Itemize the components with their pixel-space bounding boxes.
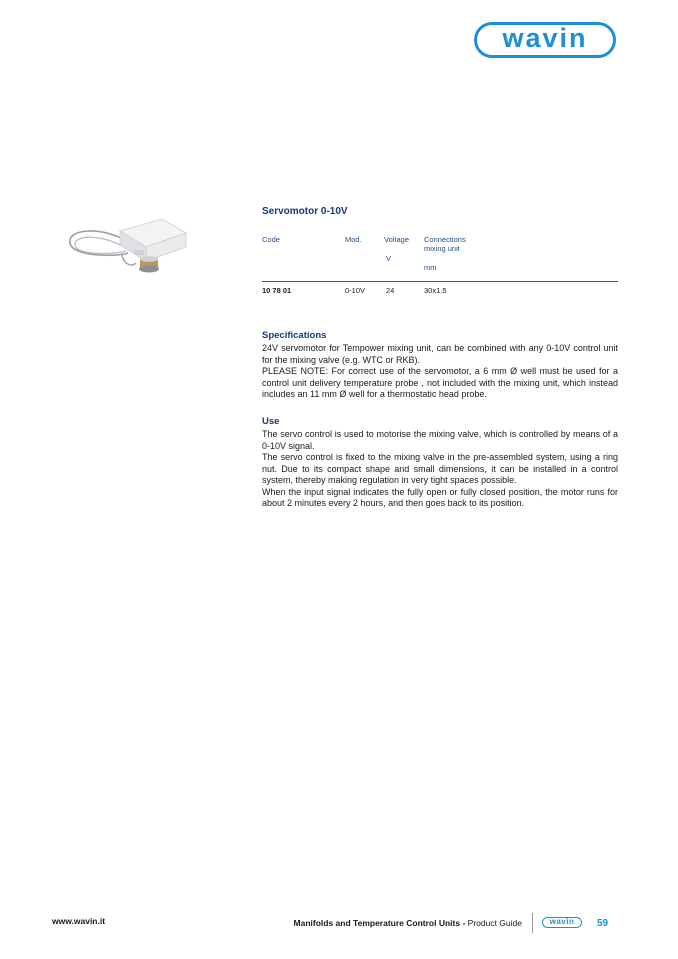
cell-code: 10 78 01 <box>262 286 292 295</box>
footer-guide-bold: Manifolds and Temperature Control Units - <box>293 918 466 928</box>
footer-wavin-logo <box>542 917 582 928</box>
header-mod: Mod. <box>345 235 362 244</box>
header-connections: Connections <box>424 235 466 244</box>
servomotor-image <box>62 205 192 285</box>
header-connections-unit: mm <box>424 263 437 272</box>
use-heading: Use <box>262 416 280 427</box>
specifications-paragraph: PLEASE NOTE: For correct use of the servomotor, a 6 mm Ø well must be used for a control unit delivery temperature probe , not included with the mixing unit, which instead includes an 11 mm Ø well for a thermostatic head probe. <box>262 366 618 399</box>
use-paragraph: When the input signal indicates the fully open or fully closed position, the motor runs for about 2 minutes every 2 hours, and then goes back to its position. <box>262 486 618 508</box>
footer-website: www.wavin.it <box>52 916 106 926</box>
footer-guide-title <box>294 918 522 928</box>
footer-logo-text: wavin <box>549 917 575 926</box>
specifications-heading: Specifications <box>262 330 327 341</box>
cell-mod: 0-10V <box>345 286 366 295</box>
specifications-paragraph: 24V servomotor for Tempower mixing unit, can be combined with any 0-10V control unit for the mixing valve (e.g. WTC or RKB). <box>262 343 618 365</box>
footer-guide-normal: Product Guide <box>467 918 522 928</box>
logo-text: wavin <box>502 23 588 53</box>
header-voltage-unit: V <box>386 254 392 263</box>
table-row <box>262 286 618 298</box>
header-voltage: Voltage <box>384 235 410 244</box>
use-text <box>262 429 618 510</box>
wavin-logo <box>474 22 616 58</box>
product-title: Servomotor 0-10V <box>262 206 348 217</box>
table-divider <box>262 281 618 282</box>
page-number: 59 <box>597 918 609 929</box>
cell-voltage: 24 <box>386 286 395 295</box>
footer-separator <box>532 913 533 933</box>
use-paragraph: The servo control is fixed to the mixing valve in the pre-assembled system, using a ring nut. Due to its compact shape and small dimensions, it can be installed in a control system, thereby making regulation in very tight spaces possible. <box>262 452 618 485</box>
table-header <box>262 235 618 281</box>
header-connections-sub: mixing unit <box>424 244 460 253</box>
use-paragraph: The servo control is used to motorise the mixing valve, which is controlled by means of a 0-10V signal. <box>262 429 618 451</box>
specifications-text <box>262 343 618 401</box>
cell-connections: 30x1.5 <box>424 286 447 295</box>
header-code: Code <box>262 235 280 244</box>
